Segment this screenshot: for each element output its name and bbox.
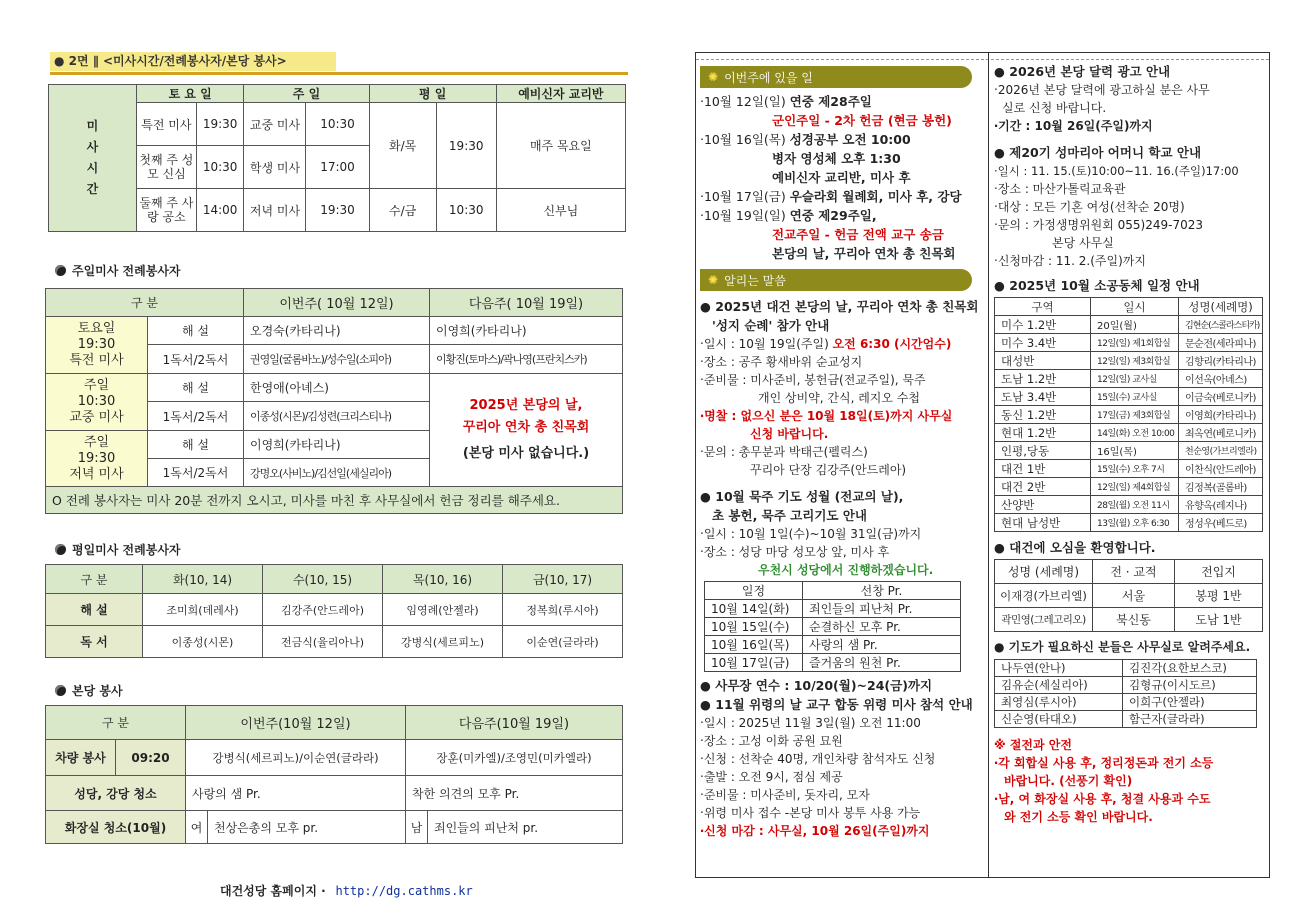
district: 동신 1.2반 xyxy=(995,406,1091,424)
notice-memorial-mass: ● 11월 위령의 날 교구 합동 위령 미사 참석 안내 ‧일시 : 2025년 11월 3일(월) 오전 11:00 ‧장소 : 고성 이화 공원 묘원 ‧신청 : 선착순 40명, 개인차량 참석자도 신청 ‧출발 : 오전 9시, 점심 제공 ‧준비물 : 미사준비, 돗자리, 모자 ‧위령 미사 접수 -본당 미사 봉투 사용 가능 ‧신청 마감 : 사무실, 10월 26일(주일)까지 xyxy=(700,697,973,838)
datetime: 12일(일) 제3회합실 xyxy=(1091,352,1179,370)
prayer-name: 나두연(안나) xyxy=(995,660,1123,677)
prayer-name: 김형규(이시도르) xyxy=(1123,677,1257,694)
datetime: 12일(일) 제4회합실 xyxy=(1091,478,1179,496)
col-category: 구 분 xyxy=(46,289,244,317)
leader-name: 이선옥(아녜스) xyxy=(1179,370,1263,388)
newcomer-name: 이재경(가브리엘) xyxy=(995,584,1093,608)
prayer-name: 함근자(글라라) xyxy=(1123,711,1257,728)
newcomer-name: 곽민영(그레고리오) xyxy=(995,608,1093,632)
mass-time: 14:00 xyxy=(196,189,244,232)
datetime: 13일(월) 오후 6:30 xyxy=(1091,514,1179,532)
col-sunday: 주 일 xyxy=(244,85,369,103)
weekday-time: 10:30 xyxy=(436,189,496,232)
header-rule xyxy=(50,72,628,75)
safety-notice: ※ 절전과 안전 ‧각 회합실 사용 후, 정리정돈과 전기 소등 바랍니다. (선풍기 확인) ‧남, 여 화장실 사용 후, 청결 사용과 수도 와 전기 소등 확인 바랍니다. xyxy=(994,738,1214,824)
date: ‧10월 19일(일) xyxy=(700,208,786,223)
notice-rosary: ● 10월 묵주 기도 성월 (전교의 날), 초 봉헌, 묵주 고리기도 안내 ‧일시 : 10월 1일(수)~10월 31일(금)까지 ‧장소 : 성당 마당 성모상 앞, 미사 후 우천시 성당에서 진행하겠습니다. xyxy=(700,489,934,577)
group-name: 사랑의 샘 Pr. xyxy=(186,776,406,811)
mass-name: 둘째 주 사랑 공소 xyxy=(136,189,196,232)
event: 우슬라회 월례회, 미사 후, 강당 xyxy=(789,189,962,204)
rosary-table xyxy=(704,581,961,672)
mass-time: 17:00 xyxy=(306,146,369,189)
prayer-title: ● 기도가 필요하신 분들은 사무실로 알려주세요. xyxy=(994,640,1251,654)
group-name: 즐거움의 원천 Pr. xyxy=(803,654,961,672)
weekday-days: 수/금 xyxy=(369,189,436,232)
server-name: 이종성(시몬) xyxy=(143,626,263,658)
weekday-servers-table xyxy=(45,564,623,658)
weekday-days: 화/목 xyxy=(369,103,436,189)
district: 미수 1.2반 xyxy=(995,316,1091,334)
district: 대건 1반 xyxy=(995,460,1091,478)
group-name: 착한 의견의 모후 Pr. xyxy=(406,776,623,811)
weekday-servers-title: 평일미사 전례봉사자 xyxy=(55,541,181,558)
col-saturday: 토 요 일 xyxy=(136,85,244,103)
calendar-ad-notice: ● 2026년 본당 달력 광고 안내 ‧2026년 본당 달력에 광고하실 분은 사무 실로 신청 바랍니다. ‧기간 : 10월 26일(주일)까지 xyxy=(994,64,1210,133)
server-name: 강병식(세르피노)/이순연(글라라) xyxy=(186,740,406,776)
leader-name: 천순영(가브리엘라) xyxy=(1179,442,1263,460)
datetime: 15일(수) 교사실 xyxy=(1091,388,1179,406)
mass-time: 19:30 xyxy=(196,103,244,146)
role-commentator: 해 설 xyxy=(148,374,244,402)
server-name: 강명오(사비노)/김선일(세실리아) xyxy=(244,459,430,487)
bullet-icon xyxy=(55,265,66,276)
col-catechism: 예비신자 교리반 xyxy=(496,85,625,103)
server-name: 강병식(세르피노) xyxy=(383,626,503,658)
server-name: 전금식(율리아나) xyxy=(263,626,383,658)
date: 10월 15일(수) xyxy=(705,618,803,636)
district: 도남 1.2반 xyxy=(995,370,1091,388)
col-leader: 선창 Pr. xyxy=(803,582,961,600)
mass-block-label: 주일 10:30 교중 미사 xyxy=(46,374,148,431)
server-name: 김강주(안드레아) xyxy=(263,594,383,626)
event: 예비신자 교리반, 미사 후 xyxy=(772,170,911,185)
date: ‧10월 16일(목) xyxy=(700,132,786,147)
col-category: 구 분 xyxy=(46,706,186,740)
leader-name: 김정복(골롬바) xyxy=(1179,478,1263,496)
mass-time: 10:30 xyxy=(306,103,369,146)
server-name: 한영애(아녜스) xyxy=(244,374,430,402)
role-reader: 1독서/2독서 xyxy=(148,402,244,431)
date: ‧10월 12일(일) xyxy=(700,94,786,109)
date: ‧10월 17일(금) xyxy=(700,189,786,204)
date: 10월 16일(목) xyxy=(705,636,803,654)
mothers-school-notice: ● 제20기 성마리아 어머니 학교 안내 ‧일시 : 11. 15.(토)10:00~11. 16.(주일)17:00 ‧장소 : 마산가톨릭교육관 ‧대상 : 모든 기혼 여성(선착순 20명) ‧문의 : 가정생명위원회 055)249-7023 본당 사무실 ‧신청마감 : 11. 2.(주일)까지 xyxy=(994,145,1239,268)
event: 연중 제29주일, xyxy=(789,208,877,223)
col-this-week: 이번주(10월 12일) xyxy=(186,706,406,740)
leader-name: 김향리(카타리나) xyxy=(1179,352,1263,370)
bullet-icon xyxy=(55,685,66,696)
weekday-time: 19:30 xyxy=(436,103,496,189)
col-datetime: 일시 xyxy=(1091,298,1179,316)
district: 대건 2반 xyxy=(995,478,1091,496)
leader-name: 이영희(카타리나) xyxy=(1179,406,1263,424)
role-commentator: 해 설 xyxy=(148,317,244,345)
toilet-cleaning-label: 화장실 청소(10월) xyxy=(46,811,186,844)
car-service-time: 09:20 xyxy=(116,740,186,776)
role-reader: 1독서/2독서 xyxy=(148,459,244,487)
event: 전교주일 - 헌금 전액 교구 송금 xyxy=(772,227,944,242)
footer xyxy=(220,882,473,899)
event: 군인주일 - 2차 헌금 (현금 봉헌) xyxy=(772,113,952,128)
role-reader: 1독서/2독서 xyxy=(148,345,244,374)
car-service-label: 차량 봉사 xyxy=(46,740,116,776)
role-reader: 독 서 xyxy=(46,626,143,658)
notice-pilgrimage: ● 2025년 대건 본당의 날, 꾸리아 연차 총 친목회 '성지 순례' 참가 안내 ‧일시 : 10월 19일(주일) 오전 6:30 (시간엄수) ‧장소 : 공주 황새바위 순교성지 ‧준비물 : 미사준비, 봉헌금(전교주일), 묵주 개인 상비약, 간식, 레지오 수첩 ‧명찰 : 없으신 분은 10월 18일(토)까지 사무실 신청 바랍니다. ‧문의 : 총무분과 박태근(펠릭스) 꾸리아 단장 김강주(안드레아) xyxy=(700,299,979,477)
event: 성경공부 오전 10:00 xyxy=(789,132,911,147)
welcome-title: ● 대건에 오심을 환영합니다. xyxy=(994,540,1156,555)
sun-icon: ✺ xyxy=(708,70,719,84)
prayer-name: 이희구(안젤라) xyxy=(1123,694,1257,711)
mass-block-label: 주일 19:30 저녁 미사 xyxy=(46,431,148,487)
community-title: ● 2025년 10월 소공동체 일정 안내 xyxy=(994,278,1200,293)
mass-name: 특전 미사 xyxy=(136,103,196,146)
hall-cleaning-label: 성당, 강당 청소 xyxy=(46,776,186,811)
server-name: 장훈(미카엘)/조영민(미카엘라) xyxy=(406,740,623,776)
district: 현대 1.2반 xyxy=(995,424,1091,442)
top-dotted-line xyxy=(696,59,1269,60)
notice-training: ● 사무장 연수 : 10/20(월)~24(금)까지 xyxy=(700,678,933,693)
mass-side-label: 미 사 시 간 xyxy=(49,85,137,232)
mass-time-table xyxy=(48,84,626,232)
datetime: 17일(금) 제3회합실 xyxy=(1091,406,1179,424)
col-date: 일정 xyxy=(705,582,803,600)
server-name: 임영례(안젤라) xyxy=(383,594,503,626)
district: 대성반 xyxy=(995,352,1091,370)
server-name: 이순연(글라라) xyxy=(503,626,623,658)
server-name: 이영희(카타리나) xyxy=(430,317,623,345)
col-this-week: 이번주( 10월 12일) xyxy=(244,289,430,317)
server-name: 오경숙(카타리나) xyxy=(244,317,430,345)
event: 본당의 날, 꾸리아 연차 총 친목회 xyxy=(772,246,956,261)
datetime: 14일(화) 오전 10:00 xyxy=(1091,424,1179,442)
destination: 도남 1반 xyxy=(1175,608,1263,632)
gender-label: 남 xyxy=(406,811,428,844)
prayer-table xyxy=(994,659,1257,728)
leader-name: 이찬식(안드레아) xyxy=(1179,460,1263,478)
server-name: 이종성(시몬)/김성련(크리스티나) xyxy=(244,402,430,431)
mass-name: 학생 미사 xyxy=(244,146,306,189)
origin: 북신동 xyxy=(1093,608,1175,632)
mass-name: 교중 미사 xyxy=(244,103,306,146)
bullet-icon xyxy=(55,544,66,555)
section-header: ● 2면 ∥ <미사시간/전례봉사자/본당 봉사> xyxy=(50,52,336,71)
col-category: 구 분 xyxy=(46,565,143,594)
leader-name: 이금숙(베로니카) xyxy=(1179,388,1263,406)
col-day: 수(10, 15) xyxy=(263,565,383,594)
col-name: 성명(세례명) xyxy=(1179,298,1263,316)
column-divider xyxy=(988,52,989,878)
group-name: 천상은총의 모후 pr. xyxy=(208,811,406,844)
server-name: 정복희(루시아) xyxy=(503,594,623,626)
datetime: 15일(수) 오후 7시 xyxy=(1091,460,1179,478)
col-day: 목(10, 16) xyxy=(383,565,503,594)
origin: 서울 xyxy=(1093,584,1175,608)
special-notice: 2025년 본당의 날, 꾸리아 연차 총 친목회 (본당 미사 없습니다.) xyxy=(430,374,623,487)
community-table xyxy=(994,297,1263,532)
destination: 봉평 1반 xyxy=(1175,584,1263,608)
role-commentator: 해 설 xyxy=(46,594,143,626)
role-commentator: 해 설 xyxy=(148,431,244,459)
this-week-list xyxy=(700,92,984,263)
footer-label: 대건성당 홈페이지 · xyxy=(220,884,326,898)
col-destination: 전입지 xyxy=(1175,560,1263,584)
mass-name: 첫째 주 성모 신심 xyxy=(136,146,196,189)
col-day: 화(10, 14) xyxy=(143,565,263,594)
datetime: 12일(일) 교사실 xyxy=(1091,370,1179,388)
mass-name: 저녁 미사 xyxy=(244,189,306,232)
welcome-table xyxy=(994,559,1263,632)
mass-time: 10:30 xyxy=(196,146,244,189)
leader-name: 정성우(베드로) xyxy=(1179,514,1263,532)
event: 병자 영성체 오후 1:30 xyxy=(772,151,901,166)
parish-service-table xyxy=(45,705,623,844)
col-weekday: 평 일 xyxy=(369,85,496,103)
group-name: 죄인들의 피난처 pr. xyxy=(428,811,623,844)
prayer-name: 김유순(세실리아) xyxy=(995,677,1123,694)
col-next-week: 다음주( 10월 19일) xyxy=(430,289,623,317)
sun-icon: ✺ xyxy=(708,273,719,287)
homepage-link[interactable]: http://dg.cathms.kr xyxy=(335,884,473,898)
prayer-name: 신순영(타대오) xyxy=(995,711,1123,728)
leader-name: 유향옥(레지나) xyxy=(1179,496,1263,514)
col-district: 구역 xyxy=(995,298,1091,316)
catechism-teacher: 신부님 xyxy=(496,189,625,232)
col-origin: 전 · 교적 xyxy=(1093,560,1175,584)
mass-block-label: 토요일 19:30 특전 미사 xyxy=(46,317,148,374)
col-day: 금(10, 17) xyxy=(503,565,623,594)
event: 연중 제28주일 xyxy=(789,94,872,109)
datetime: 12일(일) 제1회합실 xyxy=(1091,334,1179,352)
district: 산양반 xyxy=(995,496,1091,514)
group-name: 순결하신 모후 Pr. xyxy=(803,618,961,636)
date: 10월 14일(화) xyxy=(705,600,803,618)
datetime: 28일(월) 오전 11시 xyxy=(1091,496,1179,514)
datetime: 16일(목) xyxy=(1091,442,1179,460)
district: 미수 3.4반 xyxy=(995,334,1091,352)
server-name: 이황진(토마스)/곽나영(프란치스카) xyxy=(430,345,623,374)
servers-note: O 전례 봉사자는 미사 20분 전까지 오시고, 미사를 마친 후 사무실에서 헌금 정리를 해주세요. xyxy=(46,487,623,514)
notice-banner: ✺ 알리는 말씀 xyxy=(700,269,972,291)
leader-name: 문순전(세라피나) xyxy=(1179,334,1263,352)
catechism-day: 매주 목요일 xyxy=(496,103,625,189)
group-name: 죄인들의 피난처 Pr. xyxy=(803,600,961,618)
prayer-name: 최영심(루시아) xyxy=(995,694,1123,711)
col-name: 성명 (세례명) xyxy=(995,560,1093,584)
datetime: 20일(월) xyxy=(1091,316,1179,334)
this-week-banner: ✺ 이번주에 있을 일 xyxy=(700,66,972,88)
col-next-week: 다음주(10월 19일) xyxy=(406,706,623,740)
district: 도남 3.4반 xyxy=(995,388,1091,406)
server-name: 조미희(데레사) xyxy=(143,594,263,626)
leader-name: 김현순(스콜라스티카) xyxy=(1179,316,1263,334)
sunday-servers-title: 주일미사 전례봉사자 xyxy=(55,262,181,279)
district: 인평,당동 xyxy=(995,442,1091,460)
gender-label: 여 xyxy=(186,811,208,844)
parish-service-title: 본당 봉사 xyxy=(55,682,123,699)
leader-name: 최옥연(베로니카) xyxy=(1179,424,1263,442)
server-name: 이영희(카타리나) xyxy=(244,431,430,459)
group-name: 사랑의 샘 Pr. xyxy=(803,636,961,654)
server-name: 권영일(굴롬바노)/성수일(소피아) xyxy=(244,345,430,374)
sunday-servers-table xyxy=(45,288,623,514)
prayer-name: 김진각(요한보스코) xyxy=(1123,660,1257,677)
district: 현대 남성반 xyxy=(995,514,1091,532)
mass-time: 19:30 xyxy=(306,189,369,232)
date: 10월 17일(금) xyxy=(705,654,803,672)
